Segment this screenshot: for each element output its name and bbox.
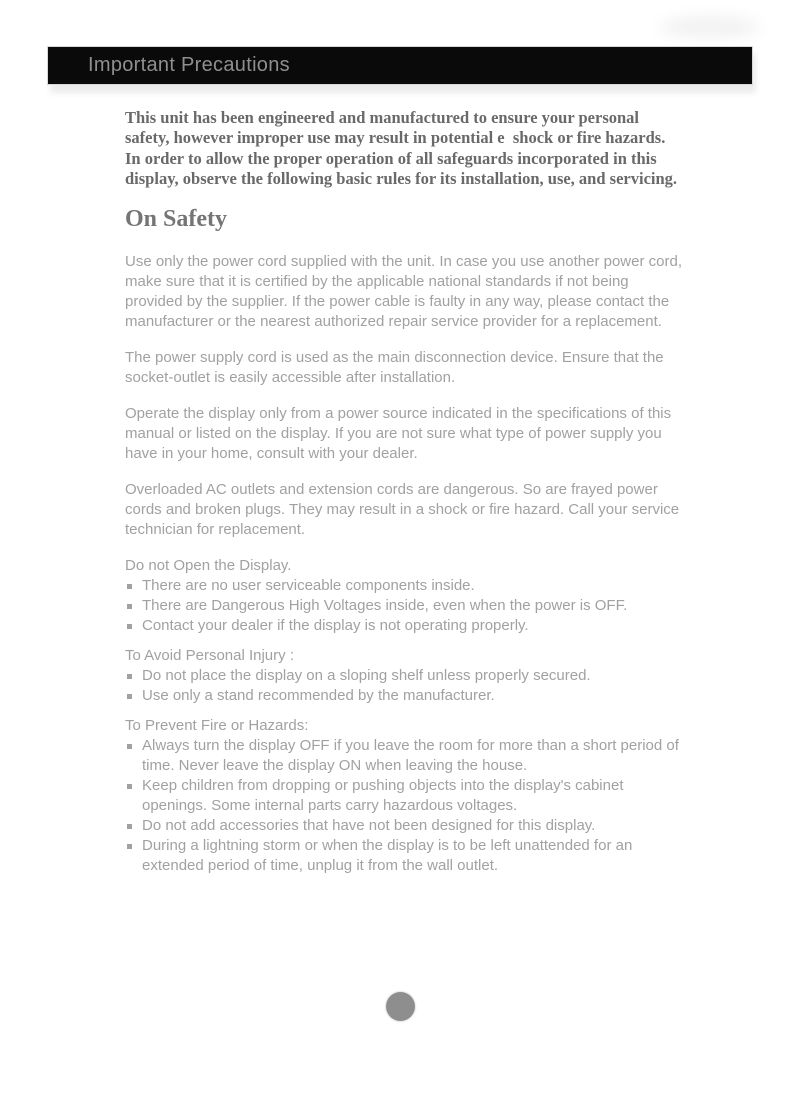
section-heading: On Safety	[125, 206, 227, 233]
list-item-text: During a lightning storm or when the display is to be left unattended for an extended period of time, unplug it from the wall outlet.	[142, 837, 633, 875]
list-item	[125, 576, 683, 596]
bullet-square-icon	[127, 824, 132, 829]
group-label: To Avoid Personal Injury :	[125, 647, 294, 665]
list-item-text: There are no user serviceable components inside.	[142, 577, 475, 595]
list-item-text: Contact your dealer if the display is not operating properly.	[142, 617, 529, 635]
list-item	[125, 836, 683, 876]
bullet-square-icon	[127, 584, 132, 589]
group-label: To Prevent Fire or Hazards:	[125, 717, 309, 735]
list-item-text: Do not add accessories that have not been designed for this display.	[142, 817, 596, 835]
list-item	[125, 596, 683, 616]
list-group	[125, 556, 683, 636]
bullet-square-icon	[127, 674, 132, 679]
list-item-text: Always turn the display OFF if you leave the room for more than a short period of time. Never leave the display ON when leaving the house.	[142, 737, 679, 775]
page-content	[125, 108, 683, 886]
bullet-square-icon	[127, 844, 132, 849]
header-bar	[47, 46, 753, 85]
bullet-square-icon	[127, 784, 132, 789]
bullet-square-icon	[127, 624, 132, 629]
bullet-square-icon	[127, 604, 132, 609]
scan-artifact	[660, 16, 760, 38]
bullet-square-icon	[127, 694, 132, 699]
intro-paragraph: This unit has been engineered and manufactured to ensure your personal safety, however improper use may result in potential e shock or fire hazards. In order to allow the proper operation of all safeguards incorporated in this display, observe the following basic rules for its installation, use, and servicing.	[125, 108, 678, 188]
list-item	[125, 686, 683, 706]
list-item-text: Do not place the display on a sloping shelf unless properly secured.	[142, 667, 591, 685]
list-group	[125, 646, 683, 706]
bullet-list	[125, 666, 683, 706]
list-item	[125, 616, 683, 636]
list-item-text: Use only a stand recommended by the manufacturer.	[142, 687, 495, 705]
bullet-list	[125, 736, 683, 876]
list-group	[125, 716, 683, 876]
bullet-square-icon	[127, 744, 132, 749]
list-item	[125, 776, 683, 816]
page-number-dot	[386, 992, 415, 1021]
bullet-list	[125, 576, 683, 636]
group-label: Do not Open the Display.	[125, 557, 292, 575]
paragraph: The power supply cord is used as the main disconnection device. Ensure that the socket-outlet is easily accessible after installation.	[125, 349, 664, 387]
list-item	[125, 736, 683, 776]
list-item	[125, 816, 683, 836]
paragraph: Overloaded AC outlets and extension cords are dangerous. So are frayed power cords and broken plugs. They may result in a shock or fire hazard. Call your service technician for replacement.	[125, 481, 680, 539]
paragraph: Use only the power cord supplied with the unit. In case you use another power cord, make sure that it is certified by the applicable national standards if not being provided by the supplier. If the power cable is faulty in any way, please contact the manufacturer or the nearest authorized repair service provider for a replacement.	[125, 253, 682, 331]
list-item-text: Keep children from dropping or pushing objects into the display's cabinet openings. Some internal parts carry hazardous voltages.	[142, 777, 624, 815]
list-item-text: There are Dangerous High Voltages inside, even when the power is OFF.	[142, 597, 628, 615]
list-item	[125, 666, 683, 686]
paragraph: Operate the display only from a power source indicated in the specifications of this manual or listed on the display. If you are not sure what type of power supply you have in your home, consult with your dealer.	[125, 405, 672, 463]
page-title: Important Precautions	[88, 54, 290, 76]
